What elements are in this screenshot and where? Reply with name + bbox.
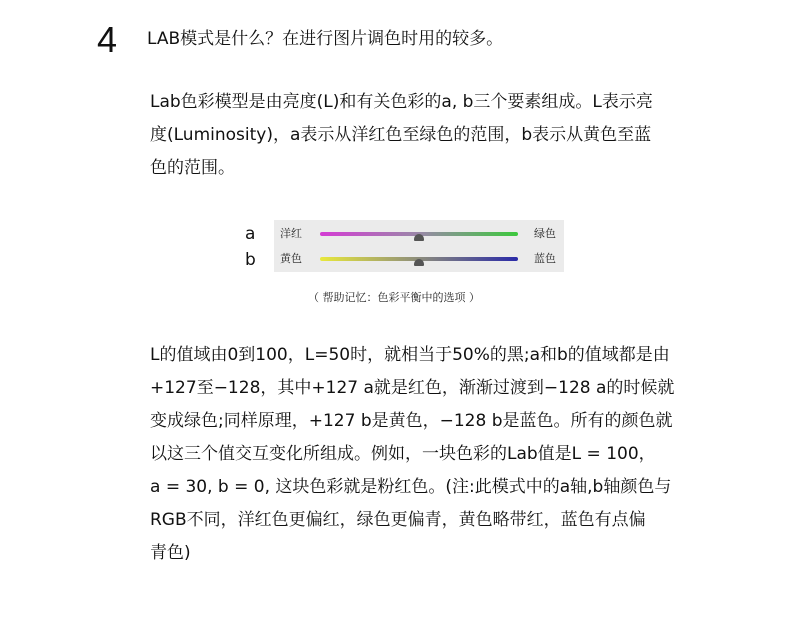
paragraph-line: L的值域由0到100，L=50时，就相当于50%的黑;a和b的值域都是由 — [150, 345, 670, 365]
paragraph-line: +127至−128，其中+127 a就是红色，渐渐过渡到−128 a的时候就 — [150, 378, 675, 398]
paragraph-line: 色的范围。 — [150, 158, 235, 178]
axis-letter-a: a — [245, 224, 256, 244]
slider-left-label: 洋红 — [280, 227, 302, 240]
paragraph-line: 青色) — [150, 543, 191, 563]
paragraph-line: 度(Luminosity)，a表示从洋红色至绿色的范围，b表示从黄色至蓝 — [150, 125, 652, 145]
paragraph-value-range — [150, 339, 710, 570]
slider-thumb[interactable] — [414, 259, 424, 266]
section-title: LAB模式是什么？在进行图片调色时用的较多。 — [147, 29, 504, 49]
paragraph-intro — [150, 86, 710, 185]
paragraph-line: RGB不同，洋红色更偏红，绿色更偏青，黄色略带红，蓝色有点偏 — [150, 510, 646, 530]
slider-panel — [274, 220, 564, 272]
slider-right-label: 蓝色 — [534, 252, 556, 265]
paragraph-line: 以这三个值交互变化所组成。例如，一块色彩的Lab值是L = 100， — [150, 444, 656, 464]
slider-row-b — [274, 247, 564, 271]
slider-thumb[interactable] — [414, 234, 424, 241]
color-balance-figure — [238, 220, 568, 276]
paragraph-line: Lab色彩模型是由亮度(L)和有关色彩的a, b三个要素组成。L表示亮 — [150, 92, 653, 112]
figure-caption: （ 帮助记忆：色彩平衡中的选项 ） — [308, 291, 480, 304]
slider-left-label: 黄色 — [280, 252, 302, 265]
paragraph-line: a = 30, b = 0, 这块色彩就是粉红色。(注:此模式中的a轴,b轴颜色与 — [150, 477, 672, 497]
section-number: 4 — [97, 19, 118, 60]
slider-right-label: 绿色 — [534, 227, 556, 240]
paragraph-line: 变成绿色;同样原理，+127 b是黄色，−128 b是蓝色。所有的颜色就 — [150, 411, 673, 431]
slider-row-a — [274, 222, 564, 246]
axis-letter-b: b — [245, 250, 256, 270]
